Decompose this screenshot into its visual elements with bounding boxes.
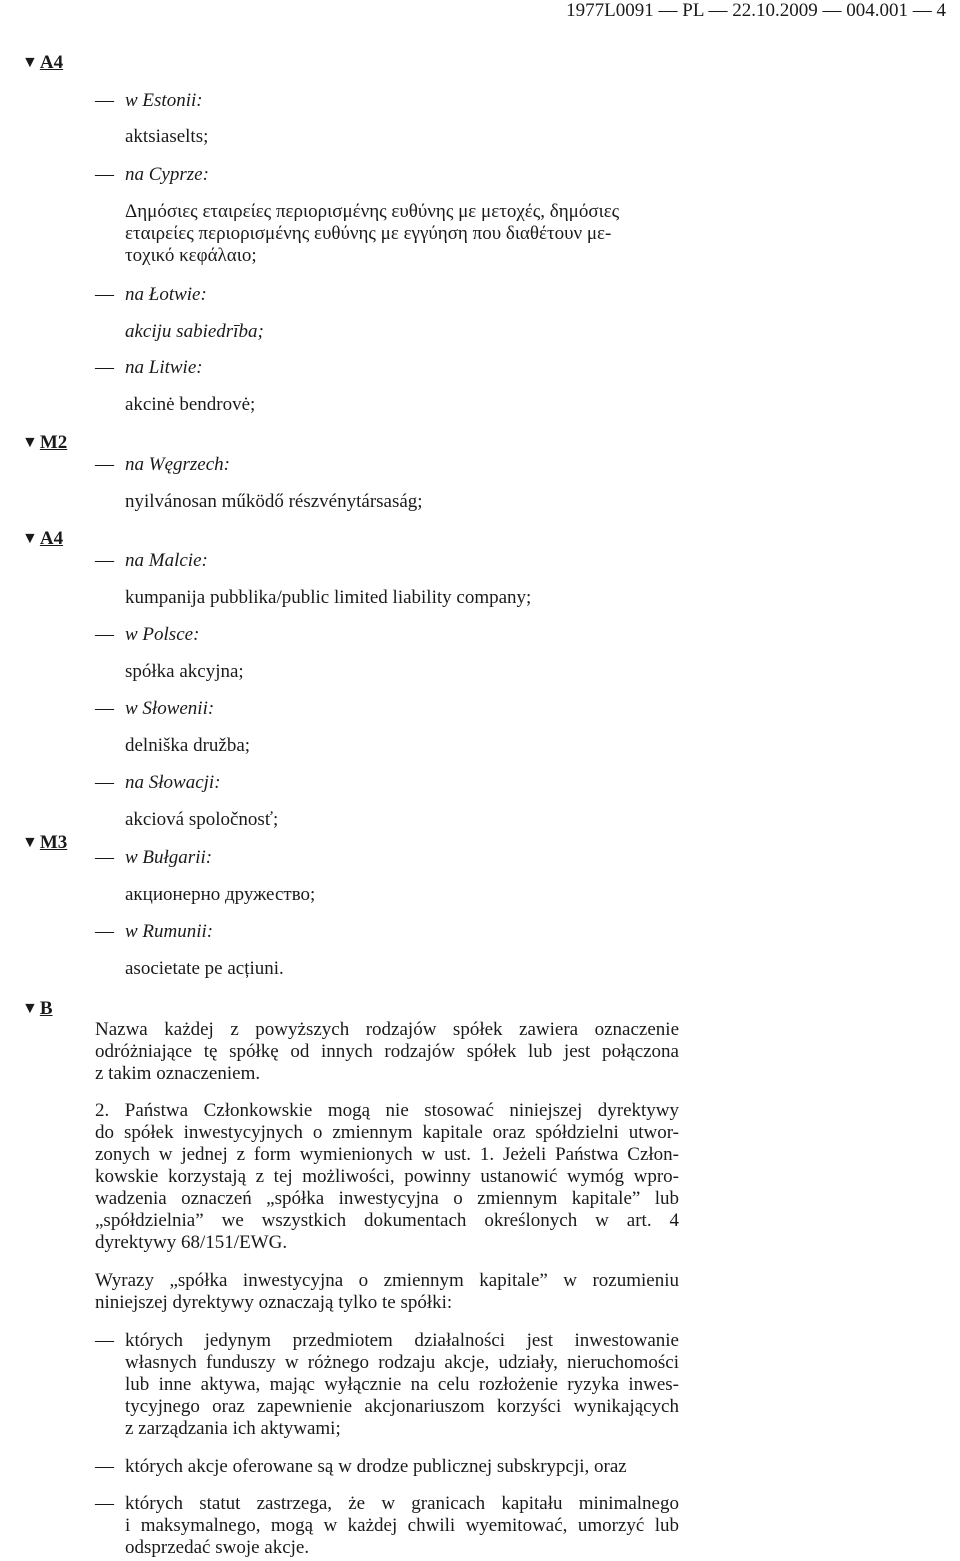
triangle-down-icon: ▼ bbox=[22, 834, 38, 851]
country-label-poland: — w Polsce: bbox=[95, 624, 200, 645]
country-label-estonia: — w Estonii: bbox=[95, 90, 203, 111]
country-label-slovenia: — w Słowenii: bbox=[95, 698, 215, 719]
triangle-down-icon: ▼ bbox=[22, 1000, 38, 1017]
amendment-marker-a4[interactable]: ▼ A4 bbox=[22, 52, 64, 73]
list-item: — których statut zastrzega, że w granicach kapitału minimalnego i maksymalnego, mogą w każdej chwili wyemitować, umorzyć lub odsprzedać swoje akcje. bbox=[95, 1493, 679, 1558]
company-form-hungary: nyilvánosan működő részvénytársaság; bbox=[125, 491, 423, 512]
country-label-bulgaria: — w Bułgarii: bbox=[95, 847, 213, 868]
company-form-cyprus-line2: εταιρείες περιορισμένης ευθύνης με εγγύηση που διαθέτουν με- bbox=[125, 223, 612, 244]
country-label-slovakia: — na Słowacji: bbox=[95, 772, 221, 793]
list-item: — których jedynym przedmiotem działalności jest inwestowanie własnych funduszy w różnego rodzaju akcje, udziały, nieruchomości lub inne aktywa, mając wyłącznie na celu rozłożenie ryzyka inwes- tycyjnego oraz zapewnienie akcjonariuszom korzyści wynikających z zarządzania ich aktywami; bbox=[95, 1330, 679, 1439]
company-form-romania: asocietate pe acțiuni. bbox=[125, 958, 284, 979]
company-form-malta: kumpanija pubblika/public limited liability company; bbox=[125, 587, 532, 608]
company-form-poland: spółka akcyjna; bbox=[125, 661, 244, 682]
document-header: 1977L0091 — PL — 22.10.2009 — 004.001 — 4 bbox=[566, 0, 946, 21]
country-label-hungary: — na Węgrzech: bbox=[95, 454, 230, 475]
triangle-down-icon: ▼ bbox=[22, 434, 38, 451]
paragraph-2-investment-companies: 2. Państwa Członkowskie mogą nie stosować niniejszej dyrektywy do spółek inwestycyjnych o zmiennym kapitale oraz spółdzielni utwor- zonych w jednej z form wymienionych w ust. 1. Jeżeli Państwa Człon- kowskie korzystają z tej możliwości, powinny ustanowić wymóg wpro- wadzenia oznaczeń „spółka inwestycyjna o zmiennym kapitale” lub „spółdzielnia” we wszystkich dokumentach określonych w art. 4 dyrektywy 68/151/EWG. bbox=[95, 1100, 679, 1253]
triangle-down-icon: ▼ bbox=[22, 530, 38, 547]
amendment-marker-m3[interactable]: ▼ M3 bbox=[22, 832, 68, 853]
country-label-romania: — w Rumunii: bbox=[95, 921, 214, 942]
company-form-bulgaria: акционерно дружество; bbox=[125, 884, 316, 905]
amendment-marker-m2[interactable]: ▼ M2 bbox=[22, 432, 68, 453]
country-label-malta: — na Malcie: bbox=[95, 550, 208, 571]
company-form-cyprus-line1: Δημόσιες εταιρείες περιορισμένης ευθύνης με μετοχές, δημόσιες bbox=[125, 201, 620, 222]
triangle-down-icon: ▼ bbox=[22, 54, 38, 71]
country-label-cyprus: — na Cyprze: bbox=[95, 164, 209, 185]
country-label-latvia: — na Łotwie: bbox=[95, 284, 207, 305]
amendment-marker-a4[interactable]: ▼ A4 bbox=[22, 528, 64, 549]
amendment-marker-b[interactable]: ▼ B bbox=[22, 998, 53, 1019]
company-form-slovenia: delniška družba; bbox=[125, 735, 251, 756]
company-form-estonia: aktsiaselts; bbox=[125, 126, 209, 147]
company-form-latvia: akciju sabiedrība; bbox=[125, 321, 264, 342]
company-form-slovakia: akciová spoločnosť; bbox=[125, 809, 279, 830]
list-item: — których akcje oferowane są w drodze publicznej subskrypcji, oraz bbox=[95, 1456, 627, 1477]
paragraph-definition: Wyrazy „spółka inwestycyjna o zmiennym kapitale” w rozumieniu niniejszej dyrektywy oznaczają tylko te spółki: bbox=[95, 1270, 679, 1313]
country-label-lithuania: — na Litwie: bbox=[95, 357, 203, 378]
company-form-cyprus-line3: τοχικό κεφάλαιο; bbox=[125, 245, 257, 266]
company-form-lithuania: akcinė bendrovė; bbox=[125, 394, 256, 415]
paragraph-company-name-notice: Nazwa każdej z powyższych rodzajów spółek zawiera oznaczenie odróżniające tę spółkę od innych rodzajów spółek lub jest połączona z takim oznaczeniem. bbox=[95, 1019, 679, 1084]
